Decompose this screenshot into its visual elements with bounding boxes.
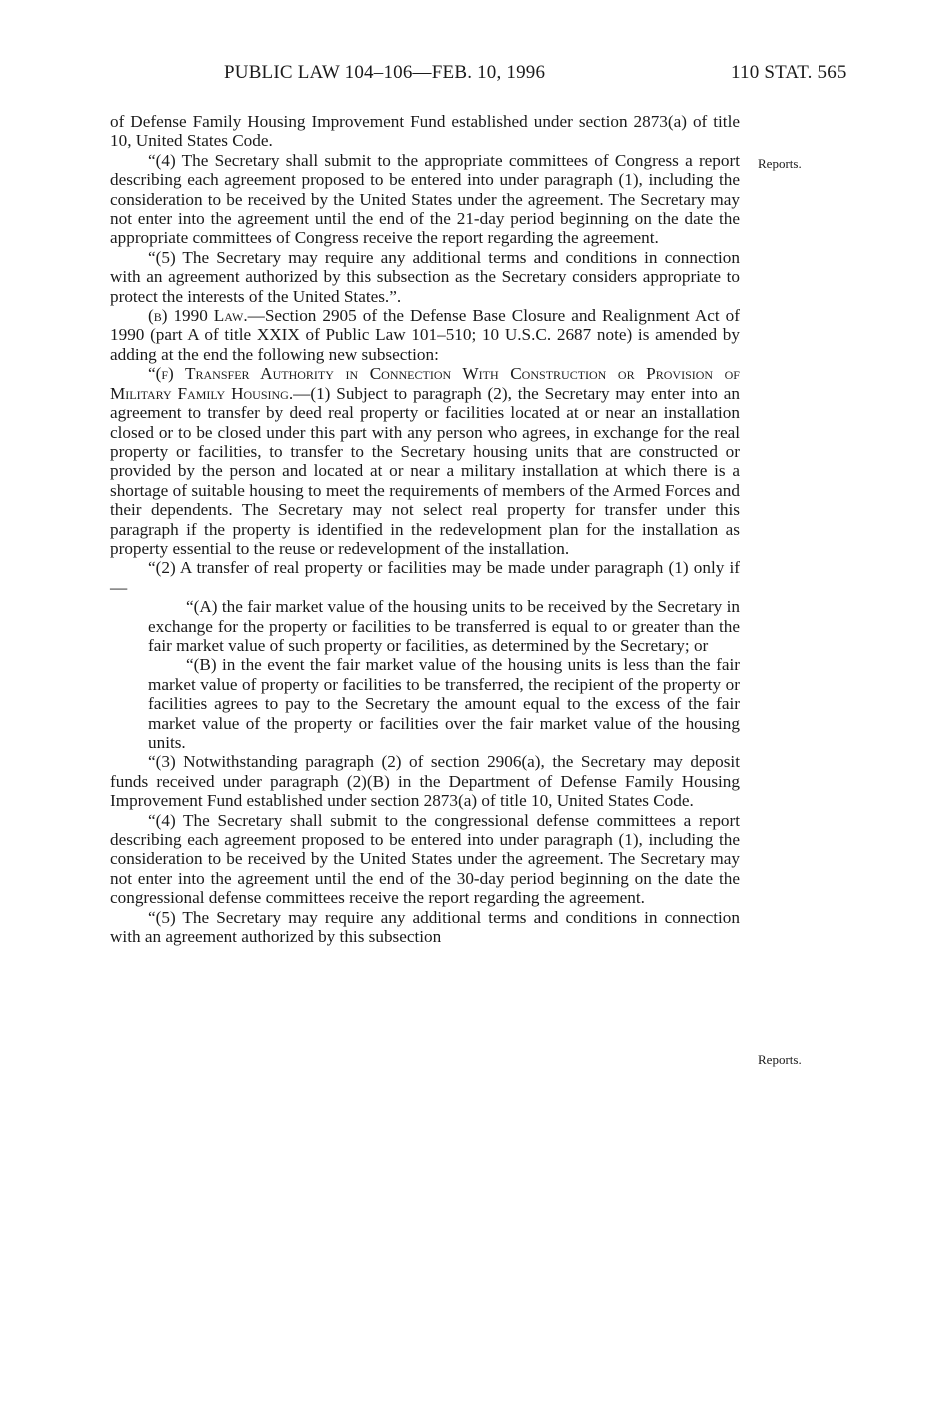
- paragraph: [110, 364, 740, 558]
- page-header: [0, 62, 946, 86]
- paragraph: [110, 306, 740, 364]
- document-body: [110, 112, 740, 946]
- subsection-text: —Section 2905 of the Defense Base Closure and Realignment Act of 1990 (part A of title XXIX of Public Law 101–510; 10 U.S.C. 2687 note) is amended by adding at the end the following new subsection:: [110, 306, 740, 364]
- margin-note-reports: Reports.: [758, 156, 802, 171]
- subsection-heading: (b) 1990 Law.: [148, 306, 248, 326]
- margin-note-reports: Reports.: [758, 1052, 802, 1067]
- paragraph: of Defense Family Housing Improvement Fund established under section 2873(a) of title 10, United States Code.: [110, 112, 740, 151]
- subparagraph: “(A) the fair market value of the housing units to be received by the Secretary in exchange for the property or facilities to be transferred is equal to or greater than the fair market value of such property or facilities, as determined by the Secretary; or: [148, 597, 740, 655]
- public-law-citation: PUBLIC LAW 104–106—FEB. 10, 1996: [224, 62, 546, 83]
- subparagraph: “(B) in the event the fair market value of the housing units is less than the fair market value of property or facilities to be transferred, the recipient of the property or facilities agrees to pay to the Secretary the amount equal to the excess of the fair market value of the property or facilities over the fair market value of the housing units.: [148, 655, 740, 752]
- subsection-heading: “(f) Transfer Authority in Connection With Construction or Provision of Military Family Housing.: [110, 364, 740, 403]
- subsection-text: —(1) Subject to paragraph (2), the Secretary may enter into an agreement to transfer by deed real property or facilities located at or near an installation closed or to be closed under this part with any person who agrees, in exchange for the real property or facilities, to transfer to the Secretary housing units that are constructed or provided by the person and located at or near a military installation at which there is a shortage of suitable housing to meet the requirements of members of the Armed Forces and their dependents. The Secretary may not select real property for transfer under this paragraph if the property is identified in the redevelopment plan for the installation as property essential to the reuse or redevelopment of the installation.: [110, 383, 740, 558]
- paragraph: “(4) The Secretary shall submit to the congressional defense committees a report describing each agreement proposed to be entered into under paragraph (1), including the consideration to be received by the United States under the agreement. The Secretary may not enter into the agreement until the end of the 30-day period beginning on the date the congressional defense committees receive the report regarding the agreement.: [110, 810, 740, 908]
- statute-page-number: 110 STAT. 565: [731, 62, 847, 83]
- paragraph: “(4) The Secretary shall submit to the appropriate committees of Congress a report describing each agreement proposed to be entered into under paragraph (1), including the consideration to be received by the United States under the agreement. The Secretary may not enter into the agreement until the end of the 21-day period beginning on the date the appropriate committees of Congress receive the report regarding the agreement.: [110, 150, 740, 248]
- paragraph: “(5) The Secretary may require any additional terms and conditions in connection with an agreement authorized by this subsection as the Secretary considers appropriate to protect the interests of the United States.”.: [110, 247, 740, 306]
- paragraph: “(2) A transfer of real property or facilities may be made under paragraph (1) only if—: [110, 558, 740, 597]
- paragraph: “(5) The Secretary may require any additional terms and conditions in connection with an agreement authorized by this subsection: [110, 907, 740, 947]
- paragraph: “(3) Notwithstanding paragraph (2) of section 2906(a), the Secretary may deposit funds received under paragraph (2)(B) in the Department of Defense Family Housing Improvement Fund established under section 2873(a) of title 10, United States Code.: [110, 752, 740, 811]
